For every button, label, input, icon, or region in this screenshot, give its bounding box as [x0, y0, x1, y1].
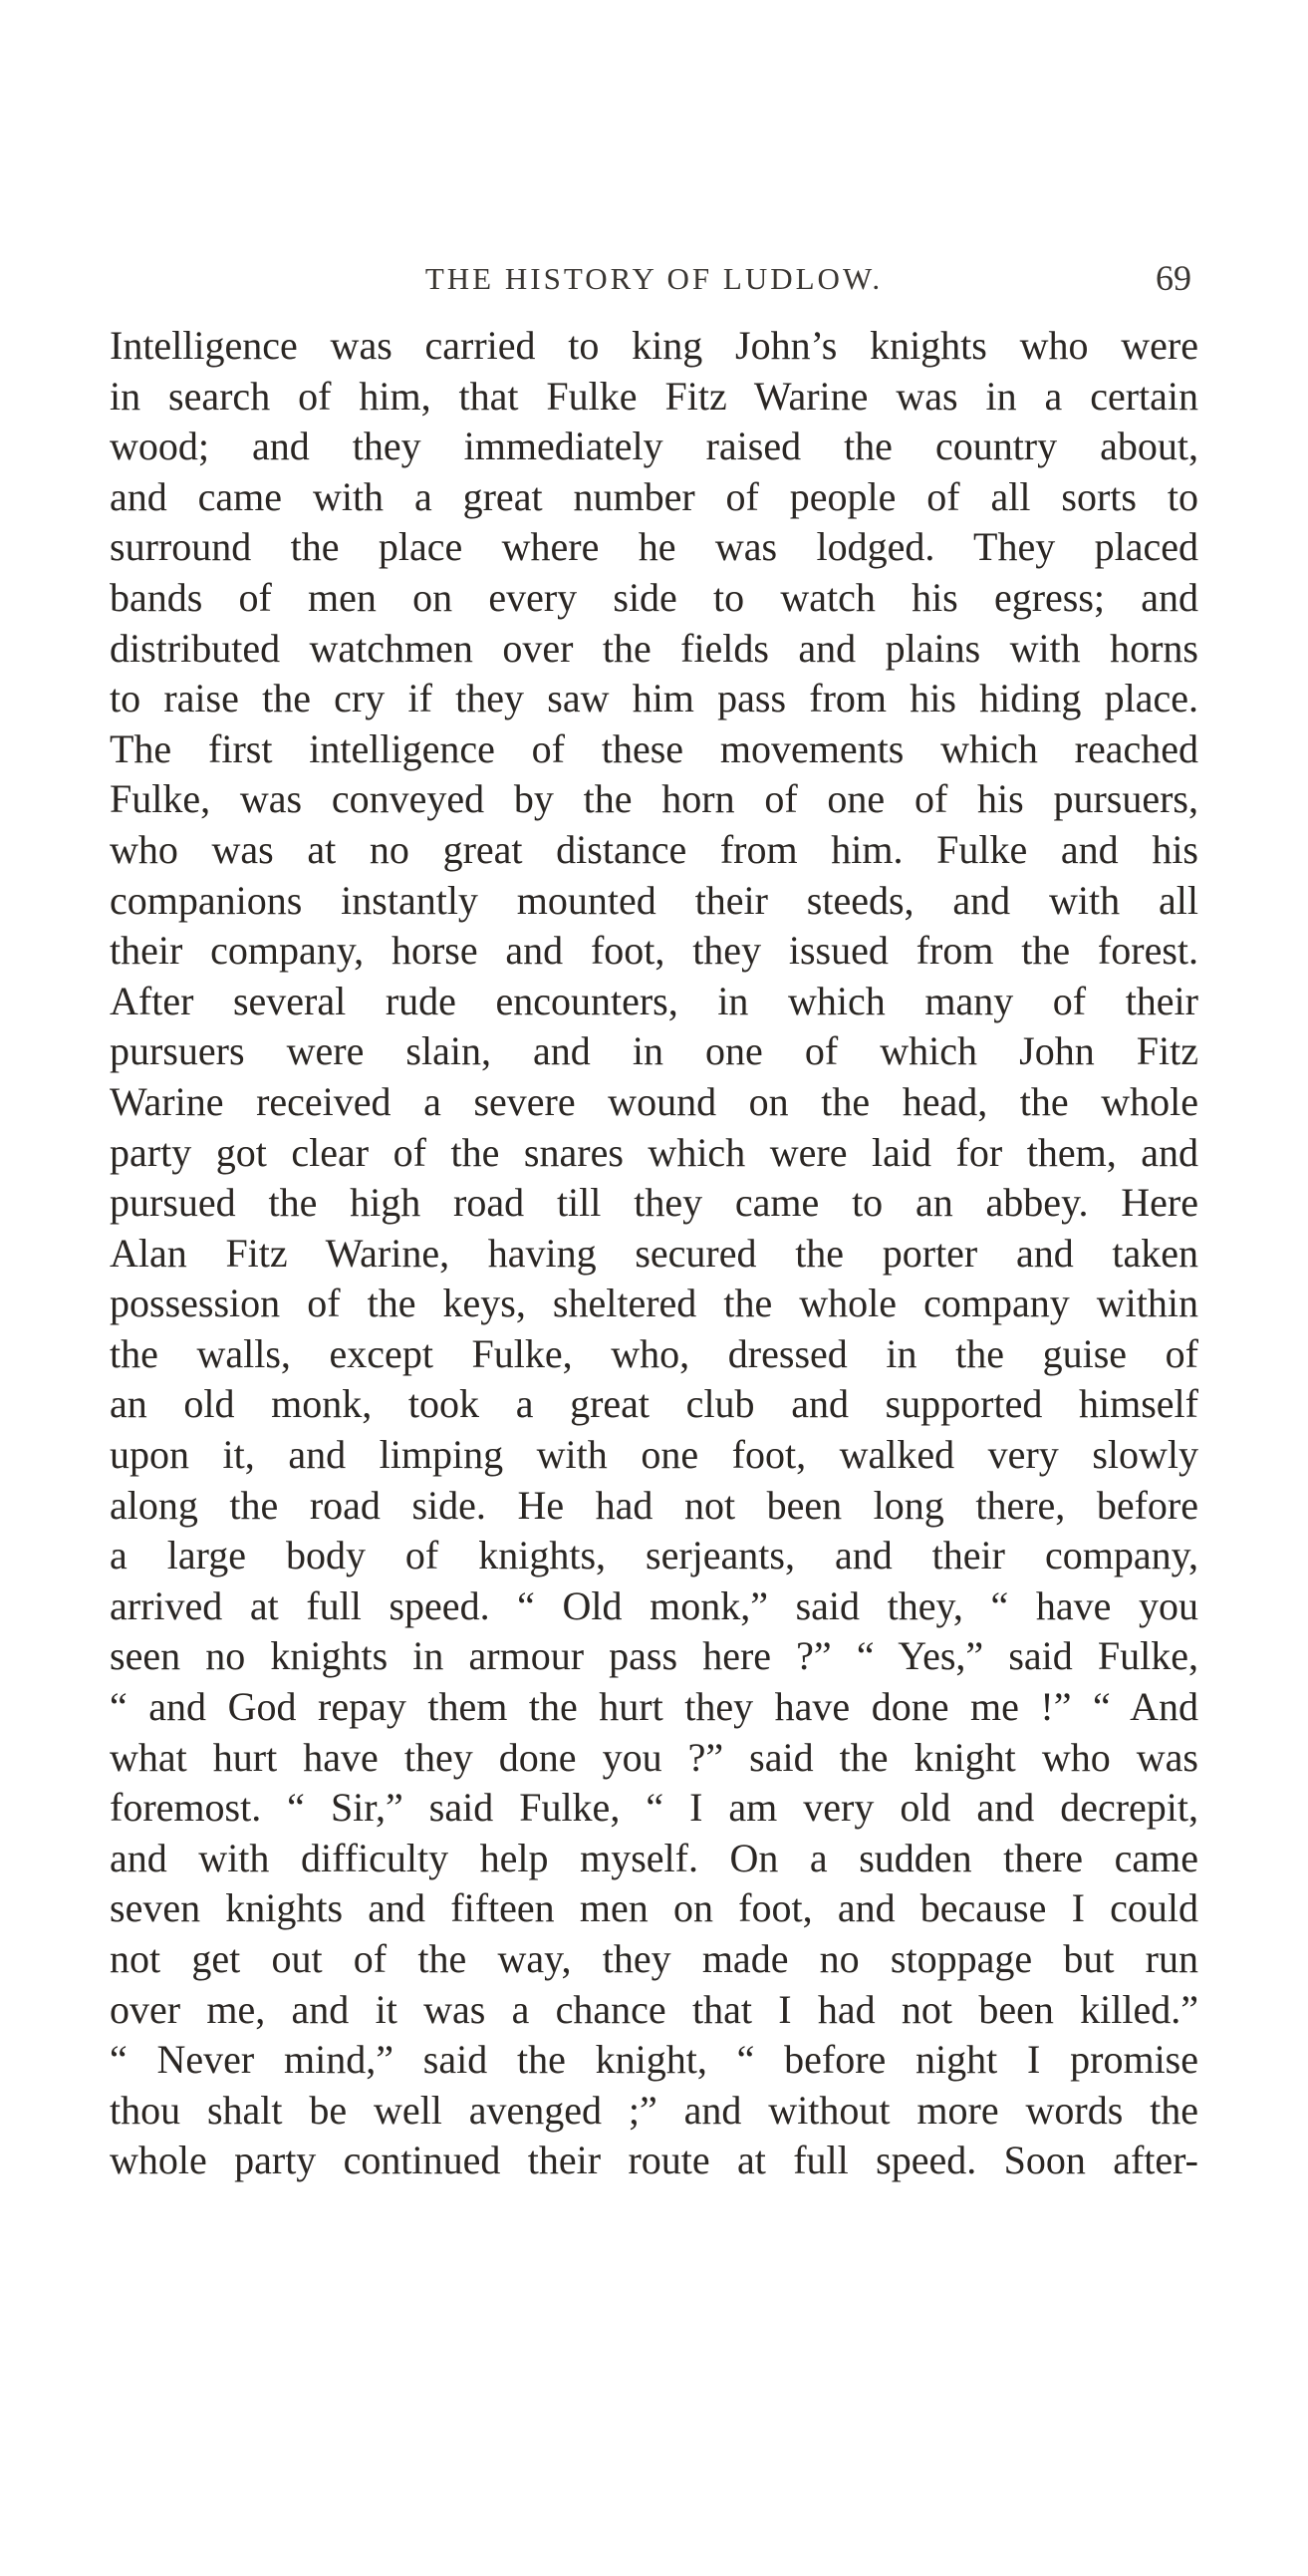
text-line: whole party continued their route at full speed. Soon after- — [110, 2138, 1198, 2183]
text-line: and came with a great number of people of all sorts to — [110, 473, 1198, 519]
text-line: seven knights and fifteen men on foot, and because I could — [110, 1885, 1198, 1931]
text-line: not get out of the way, they made no stoppage but run — [110, 1936, 1198, 1981]
text-line: “ Never mind,” said the knight, “ before night I promise — [110, 2037, 1198, 2083]
text-line: surround the place where he was lodged. They placed — [110, 524, 1198, 570]
text-line: foremost. “ Sir,” said Fulke, “ I am very old and decrepit, — [110, 1785, 1198, 1831]
text-line: possession of the keys, sheltered the whole company within — [110, 1281, 1198, 1326]
text-line: seen no knights in armour pass here ?” “ Yes,” said Fulke, — [110, 1633, 1198, 1679]
text-line: Alan Fitz Warine, having secured the porter and taken — [110, 1230, 1198, 1276]
text-line: pursuers were slain, and in one of which John Fitz — [110, 1028, 1198, 1074]
running-head — [0, 258, 1308, 301]
text-line: Fulke, was conveyed by the horn of one of his pursuers, — [110, 776, 1198, 822]
text-line: party got clear of the snares which were laid for them, and — [110, 1129, 1198, 1175]
text-line: and with difficulty help myself. On a sudden there came — [110, 1835, 1198, 1880]
text-line: distributed watchmen over the fields and plains with horns — [110, 625, 1198, 671]
text-line: in search of him, that Fulke Fitz Warine was in a certain — [110, 373, 1198, 419]
text-line: the walls, except Fulke, who, dressed in the guise of — [110, 1330, 1198, 1376]
text-line: Intelligence was carried to king John’s knights who were — [110, 323, 1198, 368]
text-line: who was at no great distance from him. Fulke and his — [110, 826, 1198, 872]
text-line: arrived at full speed. “ Old monk,” said they, “ have you — [110, 1582, 1198, 1628]
text-line: “ and God repay them the hurt they have done me !” “ And — [110, 1684, 1198, 1730]
text-line: a large body of knights, serjeants, and their company, — [110, 1533, 1198, 1578]
text-line: wood; and they immediately raised the country about, — [110, 424, 1198, 469]
text-line: pursued the high road till they came to an abbey. Here — [110, 1180, 1198, 1226]
text-line: upon it, and limping with one foot, walked very slowly — [110, 1432, 1198, 1478]
text-line: an old monk, took a great club and supported himself — [110, 1381, 1198, 1427]
text-line: After several rude encounters, in which many of their — [110, 978, 1198, 1023]
text-line: bands of men on every side to watch his egress; and — [110, 574, 1198, 620]
text-line: thou shalt be well avenged ;” and without more words the — [110, 2087, 1198, 2133]
text-line: over me, and it was a chance that I had not been killed.” — [110, 1986, 1198, 2032]
text-line: Warine received a severe wound on the head, the whole — [110, 1078, 1198, 1124]
text-line: what hurt have they done you ?” said the knight who was — [110, 1734, 1198, 1780]
text-line: along the road side. He had not been long there, before — [110, 1482, 1198, 1528]
text-line: The first intelligence of these movements which reached — [110, 725, 1198, 771]
running-title: THE HISTORY OF LUDLOW. — [424, 261, 884, 296]
text-line: their company, horse and foot, they issued from the forest. — [110, 928, 1198, 974]
text-line: to raise the cry if they saw him pass from his hiding place. — [110, 676, 1198, 721]
page-number: 69 — [1156, 258, 1191, 298]
text-line: companions instantly mounted their steeds, and with all — [110, 877, 1198, 923]
body-text — [110, 321, 1198, 2186]
